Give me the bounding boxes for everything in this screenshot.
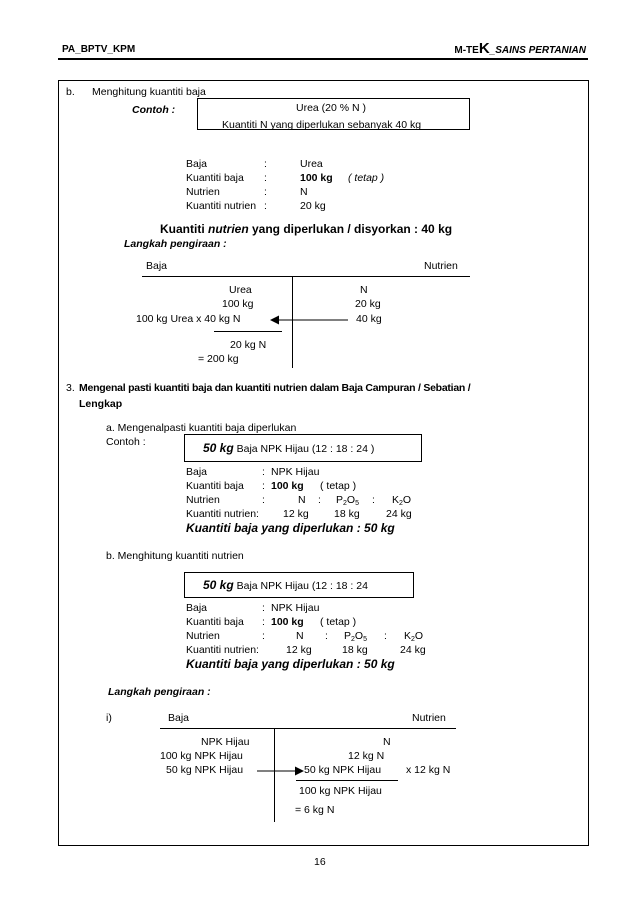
contoh-label: Contoh :: [132, 104, 176, 116]
spec-tetap: ( tetap ): [320, 480, 357, 492]
spec-value: NPK Hijau: [271, 466, 320, 478]
nutrient-p2o5: $P_2O_5$: [336, 494, 359, 507]
section-3-title: Mengenal pasti kuantiti baja dan kuantiti nutrien dalam Baja Campuran / Sebatian /: [79, 382, 471, 394]
langkah-label: Langkah pengiraan :: [124, 238, 227, 250]
calc-i-right-row: N: [383, 736, 391, 748]
calc-i-header-rule: [160, 728, 456, 729]
section-b-marker: b.: [66, 86, 75, 98]
calc-col-right: Nutrien: [424, 260, 458, 272]
spec-value: NPK Hijau: [271, 602, 320, 614]
calc-i-right-row: 12 kg N: [348, 750, 385, 762]
section-3-title-2: Lengkap: [79, 398, 123, 410]
calc-right-row: N: [360, 284, 368, 296]
sub-b-title: b. Menghitung kuantiti nutrien: [106, 550, 244, 562]
spec-label: Baja: [186, 158, 208, 170]
sub-a-summary: Kuantiti baja yang diperlukan : 50 kg: [186, 521, 395, 535]
header-left: PA_BPTV_KPM: [62, 44, 136, 55]
spec-label: Kuantiti baja: [186, 616, 244, 628]
calc-right-row: 40 kg: [356, 313, 382, 325]
nutrient-sep: :: [318, 494, 321, 506]
spec-colon: :: [262, 480, 265, 492]
calc-result: = 200 kg: [198, 353, 239, 365]
spec-value: Urea: [300, 158, 323, 170]
spec-label: Nutrien: [186, 494, 220, 506]
header-right: M-TEK_SAINS PERTANIAN: [454, 40, 586, 57]
spec-label: Kuantiti nutrien:: [186, 508, 259, 520]
nutrient-amount: 18 kg: [334, 508, 360, 520]
calc-i-col-left: Baja: [168, 712, 190, 724]
nutrient-amount: 12 kg: [283, 508, 309, 520]
calc-i-numerator: 50 kg NPK Hijau: [304, 764, 382, 776]
nutrient-amount: 24 kg: [386, 508, 412, 520]
spec-value: N: [300, 186, 308, 198]
arrow-left-icon: [270, 313, 350, 327]
section-3-number: 3.: [66, 382, 75, 394]
calc-i-left-row: 100 kg NPK Hijau: [160, 750, 243, 762]
spec-label: Nutrien: [186, 186, 220, 198]
spec-tetap: ( tetap ): [348, 172, 385, 184]
calc-i-fraction-rule: [296, 780, 398, 781]
calc-i-marker: i): [106, 712, 112, 724]
sub-b-summary: Kuantiti baja yang diperlukan : 50 kg: [186, 657, 395, 671]
spec-colon: :: [264, 172, 267, 184]
sub-b-box: [184, 572, 414, 598]
spec-colon: :: [264, 158, 267, 170]
calc-header-rule: [142, 276, 470, 277]
spec-value: 100 kg: [271, 480, 304, 492]
calc-left-row: Urea: [229, 284, 252, 296]
langkah-label-2: Langkah pengiraan :: [108, 686, 211, 698]
spec-colon: :: [262, 466, 265, 478]
section-b-title: Menghitung kuantiti baja: [92, 86, 206, 98]
calc-i-result: = 6 kg N: [295, 804, 335, 816]
spec-label: Kuantiti nutrien: [186, 200, 257, 212]
calc-denominator: 20 kg N: [230, 339, 267, 351]
calc-left-main: 100 kg Urea x 40 kg N: [136, 313, 241, 325]
sub-a-contoh: Contoh :: [106, 436, 146, 448]
nutrient-n: N: [296, 630, 304, 642]
spec-colon: :: [262, 616, 265, 628]
calc-i-left-row: 50 kg NPK Hijau: [166, 764, 244, 776]
sub-a-box: [184, 434, 422, 462]
calc-col-left: Baja: [146, 260, 168, 272]
nutrient-amount: 18 kg: [342, 644, 368, 656]
calc-right-row: 20 kg: [355, 298, 381, 310]
spec-colon: :: [262, 494, 265, 506]
content-frame: [58, 80, 589, 846]
spec-label: Baja: [186, 602, 208, 614]
summary-line: Kuantiti nutrien yang diperlukan / disyorkan : 40 kg: [160, 222, 453, 236]
spec-tetap: ( tetap ): [320, 616, 357, 628]
page-number: 16: [314, 856, 326, 868]
spec-label: Nutrien: [186, 630, 220, 642]
example-box-line2: Kuantiti N yang diperlukan sebanyak 40 kg: [222, 119, 422, 130]
spec-value: 100 kg: [271, 616, 304, 628]
calc-i-col-right: Nutrien: [412, 712, 446, 724]
nutrient-n: N: [298, 494, 306, 506]
calc-i-left-row: NPK Hijau: [201, 736, 250, 748]
nutrient-k2o: $K_2O$: [392, 494, 412, 507]
spec-colon: :: [262, 602, 265, 614]
calc-i-denominator: 100 kg NPK Hijau: [299, 785, 382, 797]
spec-label: Kuantiti baja: [186, 172, 244, 184]
nutrient-k2o: $K_2O$: [404, 630, 424, 643]
spec-colon: :: [264, 186, 267, 198]
sub-a-box-text: 50 kg Baja NPK Hijau (12 : 18 : 24 ): [203, 441, 375, 455]
spec-value: 100 kg: [300, 172, 333, 184]
nutrient-amount: 12 kg: [286, 644, 312, 656]
header-rule: [58, 58, 588, 60]
calc-left-row: 100 kg: [222, 298, 254, 310]
arrow-right-icon: [256, 764, 306, 778]
spec-colon: :: [262, 630, 265, 642]
fraction-rule: [214, 331, 282, 332]
spec-label: Kuantiti nutrien:: [186, 644, 259, 656]
example-box: [197, 98, 470, 130]
nutrient-sep: :: [372, 494, 375, 506]
nutrient-sep: :: [384, 630, 387, 642]
sub-b-box-text: 50 kg Baja NPK Hijau (12 : 18 : 24: [203, 578, 368, 592]
spec-label: Kuantiti baja: [186, 480, 244, 492]
spec-label: Baja: [186, 466, 208, 478]
spec-value: 20 kg: [300, 200, 326, 212]
nutrient-sep: :: [325, 630, 328, 642]
sub-a-title: a. Mengenalpasti kuantiti baja diperlukan: [106, 422, 297, 434]
spec-colon: :: [264, 200, 267, 212]
calc-i-times: x 12 kg N: [406, 764, 451, 776]
example-box-line1: Urea (20 % N ): [296, 102, 367, 114]
nutrient-p2o5: $P_2O_5$: [344, 630, 367, 643]
nutrient-amount: 24 kg: [400, 644, 426, 656]
